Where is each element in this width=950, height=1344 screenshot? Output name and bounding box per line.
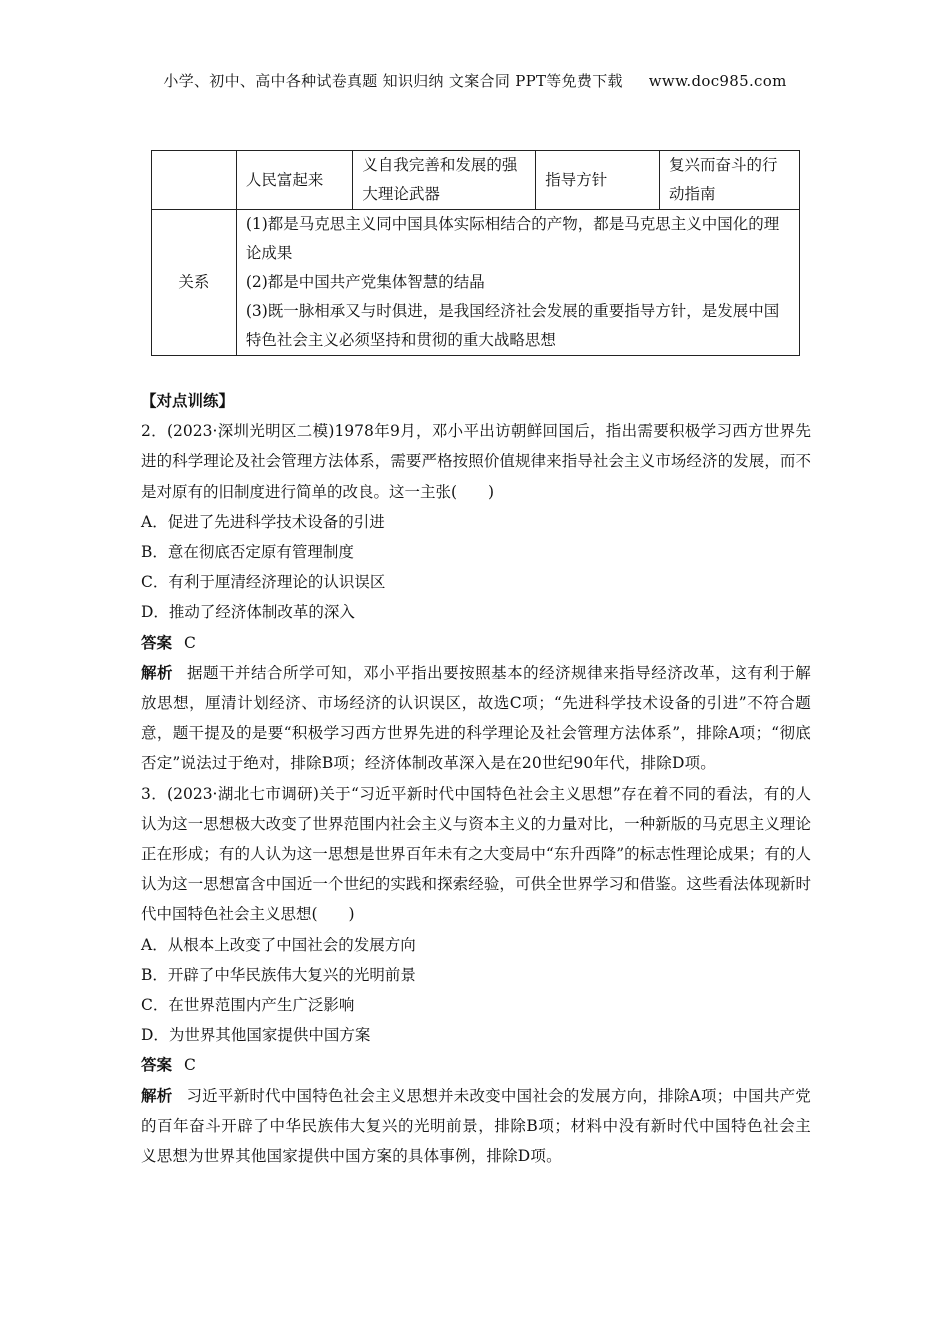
analysis-label: 解析 xyxy=(141,662,174,682)
analysis-text: 习近平新时代中国特色社会主义思想并未改变中国社会的发展方向，排除A项；中国共产党的百年奋斗开辟了中华民族伟大复兴的光明前景，排除B项；材料中没有新时代中国特色社会主义思想为世界其他国家提供中国方案的具体事例，排除D项。 xyxy=(141,1086,811,1166)
main-content xyxy=(141,386,811,1171)
table-cell: 复兴而奋斗的行动指南 xyxy=(659,151,799,210)
relation-line: (1)都是马克思主义同中国具体实际相结合的产物，都是马克思主义中国化的理论成果 xyxy=(245,215,780,262)
option-b: B．开辟了中华民族伟大复兴的光明前景 xyxy=(141,965,416,984)
analysis-paragraph xyxy=(141,658,811,779)
header-url[interactable]: www.doc985.com xyxy=(648,72,787,90)
analysis-paragraph xyxy=(141,1081,811,1172)
analysis-label: 解析 xyxy=(141,1085,173,1105)
analysis-text: 据题干并结合所学可知，邓小平指出要按照基本的经济规律来指导经济改革，这有利于解放思想，厘清计划经济、市场经济的认识误区，故选C项；“先进科学技术设备的引进”不符合题意，题干提及的是要“积极学习西方世界先进的科学理论及社会管理方法体系”，排除A项；“彻底否定”说法过于绝对，排除B项；经济体制改革深入是在20世纪90年代，排除D项。 xyxy=(141,663,811,773)
comparison-table xyxy=(151,150,800,356)
option-a: A．从根本上改变了中国社会的发展方向 xyxy=(141,935,416,954)
question-2 xyxy=(141,416,811,778)
relation-label: 关系 xyxy=(152,210,237,356)
answer-label: 答案 xyxy=(141,1055,173,1075)
table-cell: 义自我完善和发展的强大理论武器 xyxy=(353,151,536,210)
answer-value: C xyxy=(184,633,196,652)
page-header xyxy=(0,70,950,91)
header-text: 小学、初中、高中各种试卷真题 知识归纳 文案合同 PPT等免费下载 xyxy=(163,72,623,90)
answer-line xyxy=(141,1050,811,1080)
table-cell xyxy=(152,151,237,210)
option-c: C．有利于厘清经济理论的认识误区 xyxy=(141,573,386,592)
question-stem: 2．(2023·深圳光明区二模)1978年9月，邓小平出访朝鲜回国后，指出需要积极学习西方世界先进的科学理论及社会管理方法体系，需要严格按照价值规律来指导社会主义市场经济的发展，而不是对原有的旧制度进行简单的改良。这一主张( ) xyxy=(141,422,811,501)
answer-line xyxy=(141,628,811,658)
table-row xyxy=(152,210,800,356)
table-row xyxy=(152,151,800,210)
option-b: B．意在彻底否定原有管理制度 xyxy=(141,543,354,562)
answer-label: 答案 xyxy=(141,632,173,652)
option-c: C．在世界范围内产生广泛影响 xyxy=(141,996,355,1015)
section-title: 【对点训练】 xyxy=(141,391,235,410)
relation-line: (3)既一脉相承又与时俱进，是我国经济社会发展的重要指导方针，是发展中国特色社会主义必须坚持和贯彻的重大战略思想 xyxy=(245,302,780,349)
answer-value: C xyxy=(184,1056,196,1075)
relation-line: (2)都是中国共产党集体智慧的结晶 xyxy=(245,273,485,291)
table-cell: 人民富起来 xyxy=(236,151,353,210)
option-d: D．为世界其他国家提供中国方案 xyxy=(141,1026,371,1045)
option-a: A．促进了先进科学技术设备的引进 xyxy=(141,512,385,531)
question-3 xyxy=(141,779,811,1172)
relation-content xyxy=(236,210,799,356)
table-cell: 指导方针 xyxy=(536,151,660,210)
option-d: D．推动了经济体制改革的深入 xyxy=(141,603,355,622)
question-stem: 3．(2023·湖北七市调研)关于“习近平新时代中国特色社会主义思想”存在着不同的看法，有的人认为这一思想极大改变了世界范围内社会主义与资本主义的力量对比，一种新版的马克思主义理论正在形成；有的人认为这一思想是世界百年未有之大变局中“东升西降”的标志性理论成果；有的人认为这一思想富含中国近一个世纪的实践和探索经验，可供全世界学习和借鉴。这些看法体现新时代中国特色社会主义思想( ) xyxy=(141,784,811,924)
